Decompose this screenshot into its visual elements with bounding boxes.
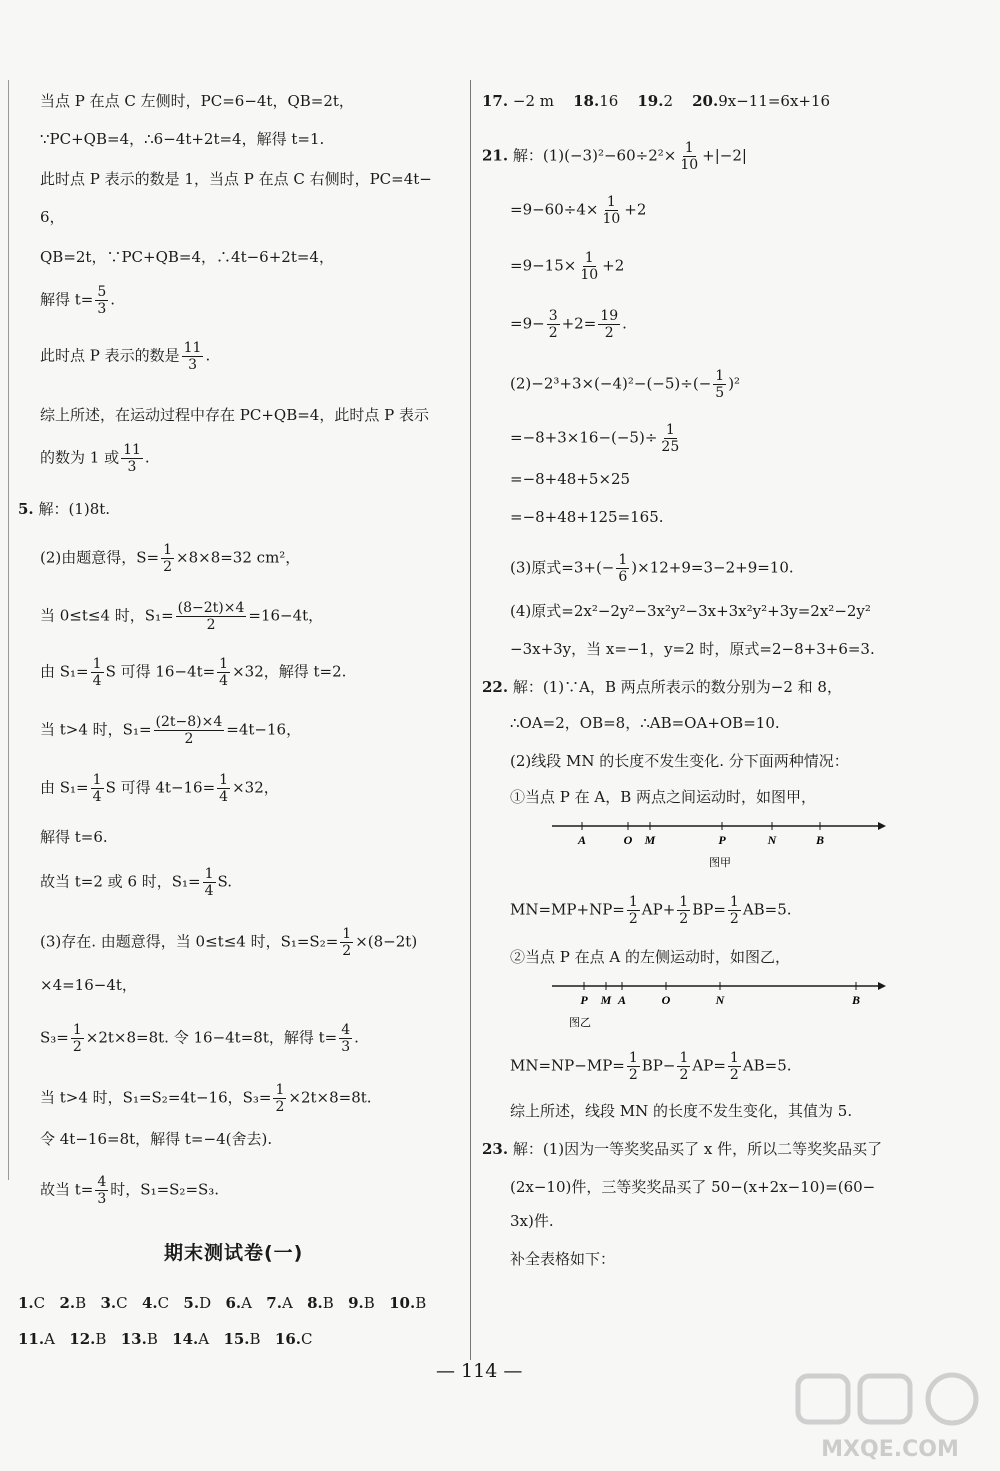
text-line: 综上所述，线段 MN 的长度不发生变化，其值为 5.	[510, 1102, 853, 1120]
text-line: MN=MP+NP= $\frac{1}{2}$ AP+ $\frac{1}{2}$ BP= $\frac{1}{2}$ AB=5.	[510, 894, 792, 927]
fill-answers-row: 17. −2 m 18.16 19.2 20.9x−11=6x+16	[482, 92, 831, 110]
text-line: −3x+3y，当 x=−1，y=2 时，原式=2−8+3+6=3.	[510, 640, 875, 658]
mc-answers-row-1: 1.C 2.B 3.C 4.C 5.D 6.A 7.A 8.B 9.B 10.B	[18, 1294, 427, 1312]
text-line: ∴OA=2，OB=8，∴AB=OA+OB=10.	[510, 714, 780, 732]
question-22-line: 22. 解：(1)∵A，B 两点所表示的数分别为−2 和 8，	[482, 678, 842, 696]
point-label: M	[644, 833, 656, 847]
point-label: O	[623, 833, 633, 847]
text-line: 3x)件.	[510, 1212, 554, 1230]
text-line: ∵PC+QB=4，∴6−4t+2t=4，解得 t=1.	[40, 130, 325, 148]
text-line: 的数为 1 或 $\frac{11}{3}$ .	[40, 442, 150, 475]
arrow-head	[878, 982, 886, 990]
text-line: (3)原式=3+(− $\frac{1}{6}$ )×12+9=3−2+9=10.	[510, 552, 794, 585]
fraction: $\frac{5}{3}$	[97, 284, 107, 317]
text-line: 解得 t= $\frac{5}{3}$ .	[40, 284, 116, 317]
text-line: 解得 t=6.	[40, 828, 108, 846]
text-line: 补全表格如下：	[510, 1250, 616, 1268]
left-margin-rule	[8, 80, 9, 1180]
text-line: ②当点 P 在点 A 的左侧运动时，如图乙，	[510, 948, 790, 966]
text-line: 令 4t−16=8t，解得 t=−4(舍去).	[40, 1130, 273, 1148]
text-line: (2x−10)件，三等奖奖品买了 50−(x+2x−10)=(60−	[510, 1178, 876, 1196]
text-line: =9− $\frac{3}{2}$ +2= $\frac{19}{2}$ .	[510, 308, 627, 341]
text-line: (3)存在. 由题意得，当 0≤t≤4 时，S₁=S₂= $\frac{1}{2}$ ×(8−2t)	[40, 926, 418, 959]
text-line: 当 t>4 时，S₁= $\frac{(2t-8)\times 4}{2}$ =4t−16，	[40, 714, 302, 747]
text-line: 此时点 P 表示的数是 1，当点 P 在点 C 右侧时，PC=4t−	[40, 170, 432, 188]
text-line: ①当点 P 在 A，B 两点之间运动时，如图甲，	[510, 788, 817, 806]
text-line: 故当 t= $\frac{4}{3}$ 时，S₁=S₂=S₃.	[40, 1174, 220, 1207]
text-line: (4)原式=2x²−2y²−3x²y²−3x+3x²y²+3y=2x²−2y²	[510, 602, 871, 620]
number-line-figure-2	[550, 974, 890, 1034]
point-label: O	[661, 993, 671, 1007]
point-label: N	[767, 833, 777, 847]
text-line: S₃= $\frac{1}{2}$ ×2t×8=8t. 令 16−4t=8t，解得 t= $\frac{4}{3}$ .	[40, 1022, 359, 1055]
text-line: =−8+48+5×25	[510, 470, 631, 488]
question-23-line: 23. 解：(1)因为一等奖奖品买了 x 件，所以二等奖奖品买了	[482, 1140, 883, 1158]
point-label: B	[815, 833, 825, 847]
question-21-line: 21. 解：(1)(−3)²−60÷2²× $\frac{1}{10}$ +|−2|	[482, 140, 747, 173]
watermark-logo	[790, 1372, 995, 1467]
point-label: P	[718, 833, 726, 847]
text-line: (2)线段 MN 的长度不发生变化. 分下面两种情况：	[510, 752, 849, 770]
watermark-text: MXQE.COM	[821, 1437, 959, 1462]
text-line: ×4=16−4t，	[40, 976, 137, 994]
point-label: M	[600, 993, 612, 1007]
point-label: B	[851, 993, 861, 1007]
fraction: $\frac{11}{3}$	[123, 442, 141, 475]
text-line: =−8+3×16−(−5)÷ $\frac{1}{25}$	[510, 422, 680, 455]
point-label: A	[577, 833, 587, 847]
text-line: 6，	[40, 208, 65, 226]
text-line: 当点 P 在点 C 左侧时，PC=6−4t，QB=2t，	[40, 92, 354, 110]
section-title: 期末测试卷(一)	[164, 1242, 304, 1264]
text-line: (2)−2³+3×(−4)²−(−5)÷(− $\frac{1}{5}$ )²	[510, 368, 741, 401]
text-line: 由 S₁= $\frac{1}{4}$ S 可得 4t−16= $\frac{1}{4}$ ×32，	[40, 772, 279, 805]
point-label: N	[715, 993, 725, 1007]
point-label: A	[617, 993, 627, 1007]
point-label: P	[580, 993, 588, 1007]
fraction: $\frac{11}{3}$	[183, 340, 202, 373]
figure-caption: 图甲	[709, 856, 731, 869]
text-line: (2)由题意得，S= $\frac{1}{2}$ ×8×8=32 cm²，	[40, 542, 301, 575]
text-line: 当 0≤t≤4 时，S₁= $\frac{(8-2t)\times 4}{2}$ =16−4t，	[40, 600, 324, 633]
text-line: 综上所述，在运动过程中存在 PC+QB=4，此时点 P 表示	[40, 406, 429, 424]
text-line: 故当 t=2 或 6 时，S₁= $\frac{1}{4}$ S.	[40, 866, 233, 899]
arrow-head	[878, 822, 886, 830]
mc-answers-row-2: 11.A 12.B 13.B 14.A 15.B 16.C	[18, 1330, 313, 1348]
text-line: 此时点 P 表示的数是 $\frac{11}{3}$ .	[40, 340, 211, 373]
number-line-figure-1	[550, 814, 890, 874]
text-line: 当 t>4 时，S₁=S₂=4t−16，S₃= $\frac{1}{2}$ ×2t×8=8t.	[40, 1082, 372, 1115]
page-number: — 114 —	[436, 1360, 523, 1382]
text-line: QB=2t，∵PC+QB=4，∴4t−6+2t=4，	[40, 248, 334, 266]
column-divider	[470, 80, 471, 1360]
question-5-line: 5. 解：(1)8t.	[18, 500, 111, 518]
text-line: =9−60÷4× $\frac{1}{10}$ +2	[510, 194, 647, 227]
text-line: =9−15× $\frac{1}{10}$ +2	[510, 250, 625, 283]
figure-caption: 图乙	[569, 1016, 591, 1029]
text-line: 由 S₁= $\frac{1}{4}$ S 可得 16−4t= $\frac{1}{4}$ ×32，解得 t=2.	[40, 656, 347, 689]
text-line: =−8+48+125=165.	[510, 508, 664, 526]
text-line: MN=NP−MP= $\frac{1}{2}$ BP− $\frac{1}{2}$ AP= $\frac{1}{2}$ AB=5.	[510, 1050, 792, 1083]
